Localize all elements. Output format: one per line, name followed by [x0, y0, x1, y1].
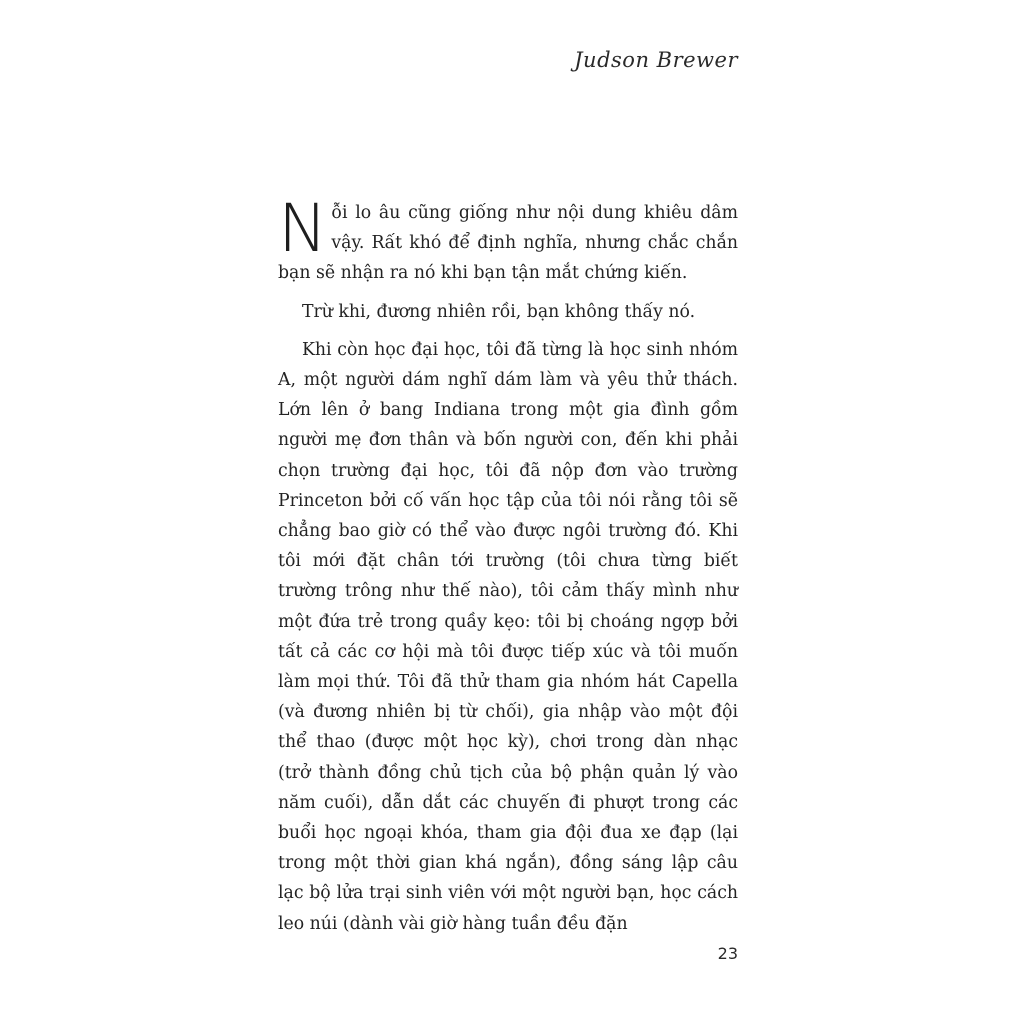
paragraph-2: Trừ khi, đương nhiên rồi, bạn không thấy nó.	[302, 301, 696, 322]
paragraph-3: Khi còn học đại học, tôi đã từng là học sinh nhóm A, một người dám nghĩ dám làm và yêu thử thách. Lớn lên ở bang Indiana trong một gia đình gồm người mẹ đơn thân và bốn người con, đến khi phải chọn trường đại học, tôi đã nộp đơn vào trường Princeton bởi cố vấn học tập của tôi nói rằng tôi sẽ chẳng bao giờ có thể vào được ngôi trường đó. Khi tôi mới đặt chân tới trường (tôi chưa từng biết trường trông như thế nào), tôi cảm thấy mình như một đứa trẻ trong quầy kẹo: tôi bị choáng ngợp bởi tất cả các cơ hội mà tôi được tiếp xúc và tôi muốn làm mọi thứ. Tôi đã thử tham gia nhóm hát Capella (và đương nhiên bị từ chối), gia nhập vào một đội thể thao (được một học kỳ), chơi trong dàn nhạc (trở thành đồng chủ tịch của bộ phận quản lý vào năm cuối), dẫn dắt các chuyến đi phượt trong các buổi học ngoại khóa, tham gia đội đua xe đạp (lại trong một thời gian khá ngắn), đồng sáng lập câu lạc bộ lửa trại sinh viên với một người bạn, học cách leo núi (dành vài giờ hàng tuần đều đặn	[278, 339, 738, 934]
paragraph-1	[278, 190, 738, 289]
drop-cap: N	[278, 190, 328, 267]
paragraph-1-text: ỗi lo âu cũng giống như nội dung khiêu dâm vậy. Rất khó để định nghĩa, nhưng chắc chắn bạn sẽ nhận ra nó khi bạn tận mắt chứng kiến.	[278, 203, 738, 284]
body-text	[278, 190, 738, 939]
page-number: 23	[717, 944, 738, 963]
running-header-author: Judson Brewer	[574, 48, 738, 72]
